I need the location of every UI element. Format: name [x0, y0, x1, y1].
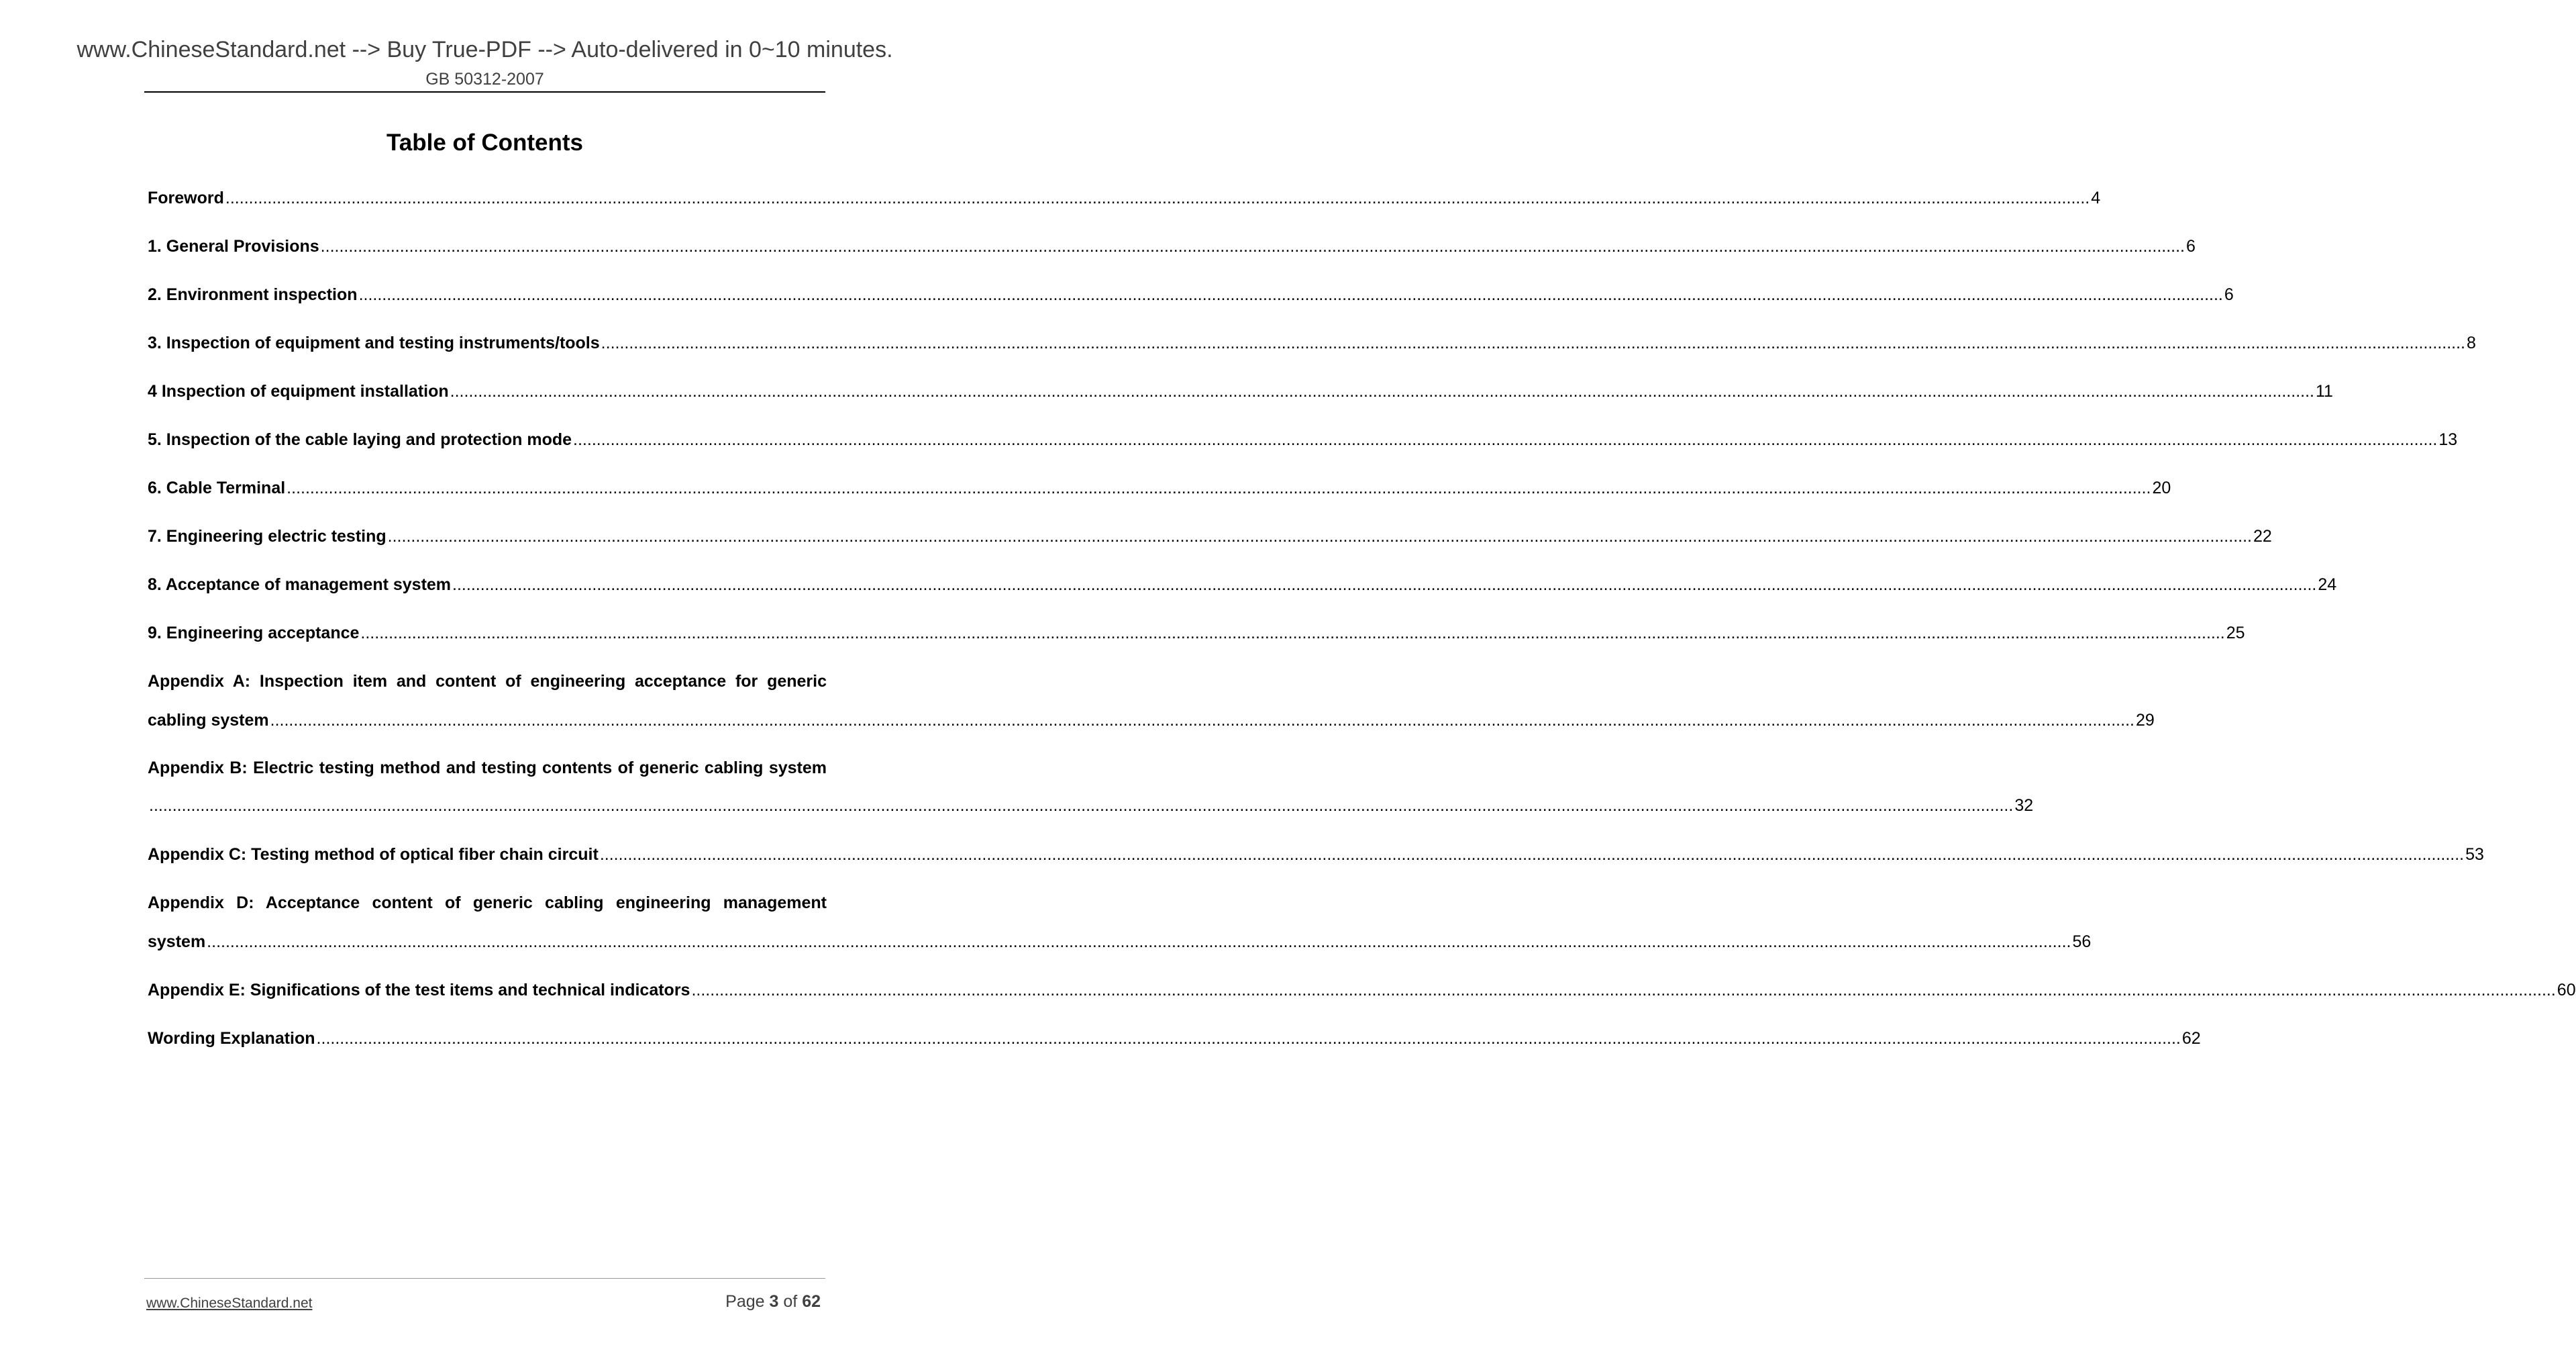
- page-indicator: [725, 1292, 821, 1312]
- page-prefix: Page: [725, 1292, 765, 1311]
- dot-leader: ................................................................................................................................................................................................................................................................................................................................................................................................................: [387, 527, 2252, 546]
- toc-entry-cable-laying[interactable]: [148, 428, 2458, 451]
- toc-entry-page: 20: [2152, 479, 2171, 497]
- toc-entry-label: Wording Explanation: [148, 1029, 315, 1048]
- toc-entry-label: 5. Inspection of the cable laying and protection mode: [148, 430, 572, 449]
- page-of: of: [783, 1292, 798, 1311]
- dot-leader: ................................................................................................................................................................................................................................................................................................................................................................................................................: [573, 430, 2438, 449]
- site-banner[interactable]: www.ChineseStandard.net --> Buy True-PDF --> Auto-delivered in 0~10 minutes.: [76, 37, 893, 62]
- dot-leader: ................................................................................................................................................................................................................................................................................................................................................................................................................: [316, 1029, 2181, 1048]
- toc-entry-page: 60: [2557, 981, 2576, 999]
- toc-title: Table of Contents: [387, 130, 583, 156]
- toc-entry-label: Appendix D: Acceptance content of generic cabling engineering management: [148, 893, 827, 912]
- total-page-count: 62: [802, 1292, 821, 1311]
- toc-entry-page: 6: [2224, 285, 2234, 304]
- toc-entry-label: Appendix E: Significations of the test items and technical indicators: [148, 981, 690, 999]
- toc-entry-cable-terminal[interactable]: [148, 477, 2171, 499]
- header-divider: [144, 91, 825, 93]
- dot-leader: ................................................................................................................................................................................................................................................................................................................................................................................................................: [452, 575, 2317, 594]
- toc-entry-label: 3. Inspection of equipment and testing instruments/tools: [148, 334, 600, 352]
- toc-entry-electric-testing[interactable]: [148, 525, 2272, 548]
- current-page-number: 3: [769, 1292, 779, 1311]
- dot-leader: ................................................................................................................................................................................................................................................................................................................................................................................................................: [225, 189, 2090, 207]
- dot-leader: ................................................................................................................................................................................................................................................................................................................................................................................................................: [691, 981, 2556, 999]
- toc-entry-equipment-inspection[interactable]: [148, 332, 2476, 354]
- toc-entry-environment-inspection[interactable]: [148, 283, 2234, 306]
- toc-entry-label: 8. Acceptance of management system: [148, 575, 452, 594]
- document-code: GB 50312-2007: [425, 70, 544, 89]
- toc-entry-label: 2. Environment inspection: [148, 285, 358, 304]
- toc-entry-page: 56: [2072, 932, 2092, 951]
- toc-entry-foreword[interactable]: [148, 187, 2101, 209]
- toc-entry-page: 8: [2467, 334, 2476, 352]
- toc-entry-management-system[interactable]: [148, 573, 2337, 596]
- dot-leader: ................................................................................................................................................................................................................................................................................................................................................................................................................: [287, 479, 2151, 497]
- toc-entry-page: 32: [2014, 796, 2034, 815]
- toc-entry-appendix-e[interactable]: [148, 979, 2576, 1001]
- toc-entry-label: Appendix A: Inspection item and content of engineering acceptance for generic: [148, 672, 827, 691]
- toc-entry-label: 4 Inspection of equipment installation: [148, 382, 449, 401]
- toc-entry-installation-inspection[interactable]: [148, 380, 2333, 403]
- toc-entry-page: 4: [2091, 189, 2101, 207]
- toc-entry-page: 13: [2438, 430, 2458, 449]
- toc-entry-label-continued: cabling system: [148, 711, 269, 730]
- toc-entry-page: 53: [2465, 845, 2484, 864]
- dot-leader: ................................................................................................................................................................................................................................................................................................................................................................................................................: [270, 711, 2134, 730]
- toc-entry-label: Appendix B: Electric testing method and testing contents of generic cabling system: [148, 758, 827, 777]
- toc-entry-label: 1. General Provisions: [148, 237, 319, 256]
- toc-entry-label: Appendix C: Testing method of optical fiber chain circuit: [148, 845, 599, 864]
- toc-entry-appendix-c[interactable]: [148, 843, 2484, 866]
- dot-leader: ................................................................................................................................................................................................................................................................................................................................................................................................................: [358, 285, 2223, 304]
- toc-entry-page: 25: [2226, 624, 2245, 642]
- toc-entry-page: 24: [2318, 575, 2337, 594]
- dot-leader: ................................................................................................................................................................................................................................................................................................................................................................................................................: [207, 932, 2071, 951]
- dot-leader: ................................................................................................................................................................................................................................................................................................................................................................................................................: [320, 237, 2185, 256]
- footer-site-link[interactable]: www.ChineseStandard.net: [146, 1295, 313, 1311]
- toc-entry-label: 9. Engineering acceptance: [148, 624, 360, 642]
- toc-entry-general-provisions[interactable]: [148, 235, 2196, 258]
- toc-entry-wording-explanation[interactable]: [148, 1027, 2201, 1050]
- toc-entry-page: 29: [2135, 711, 2155, 730]
- toc-entry-label: Foreword: [148, 189, 224, 207]
- toc-entry-page: 22: [2253, 527, 2272, 546]
- dot-leader: ................................................................................................................................................................................................................................................................................................................................................................................................................: [450, 382, 2314, 401]
- toc-entry-label: 6. Cable Terminal: [148, 479, 286, 497]
- dot-leader: ................................................................................................................................................................................................................................................................................................................................................................................................................: [601, 334, 2465, 352]
- toc-entry-label: 7. Engineering electric testing: [148, 527, 387, 546]
- toc-entry-engineering-acceptance[interactable]: [148, 622, 2245, 644]
- dot-leader: ................................................................................................................................................................................................................................................................................................................................................................................................................: [360, 624, 2225, 642]
- toc-entry-appendix-a[interactable]: [148, 670, 2155, 732]
- toc-entry-page: 11: [2315, 382, 2333, 401]
- toc-entry-page: 6: [2186, 237, 2196, 256]
- dot-leader: ................................................................................................................................................................................................................................................................................................................................................................................................................: [599, 845, 2465, 864]
- toc-entry-label-continued: system: [148, 932, 206, 951]
- toc-entry-appendix-b[interactable]: [148, 756, 2034, 817]
- toc-entry-appendix-d[interactable]: [148, 891, 2092, 953]
- dot-leader: ................................................................................................................................................................................................................................................................................................................................................................................................................: [149, 796, 2014, 815]
- footer-divider: [144, 1278, 825, 1279]
- toc-entry-page: 62: [2181, 1029, 2201, 1048]
